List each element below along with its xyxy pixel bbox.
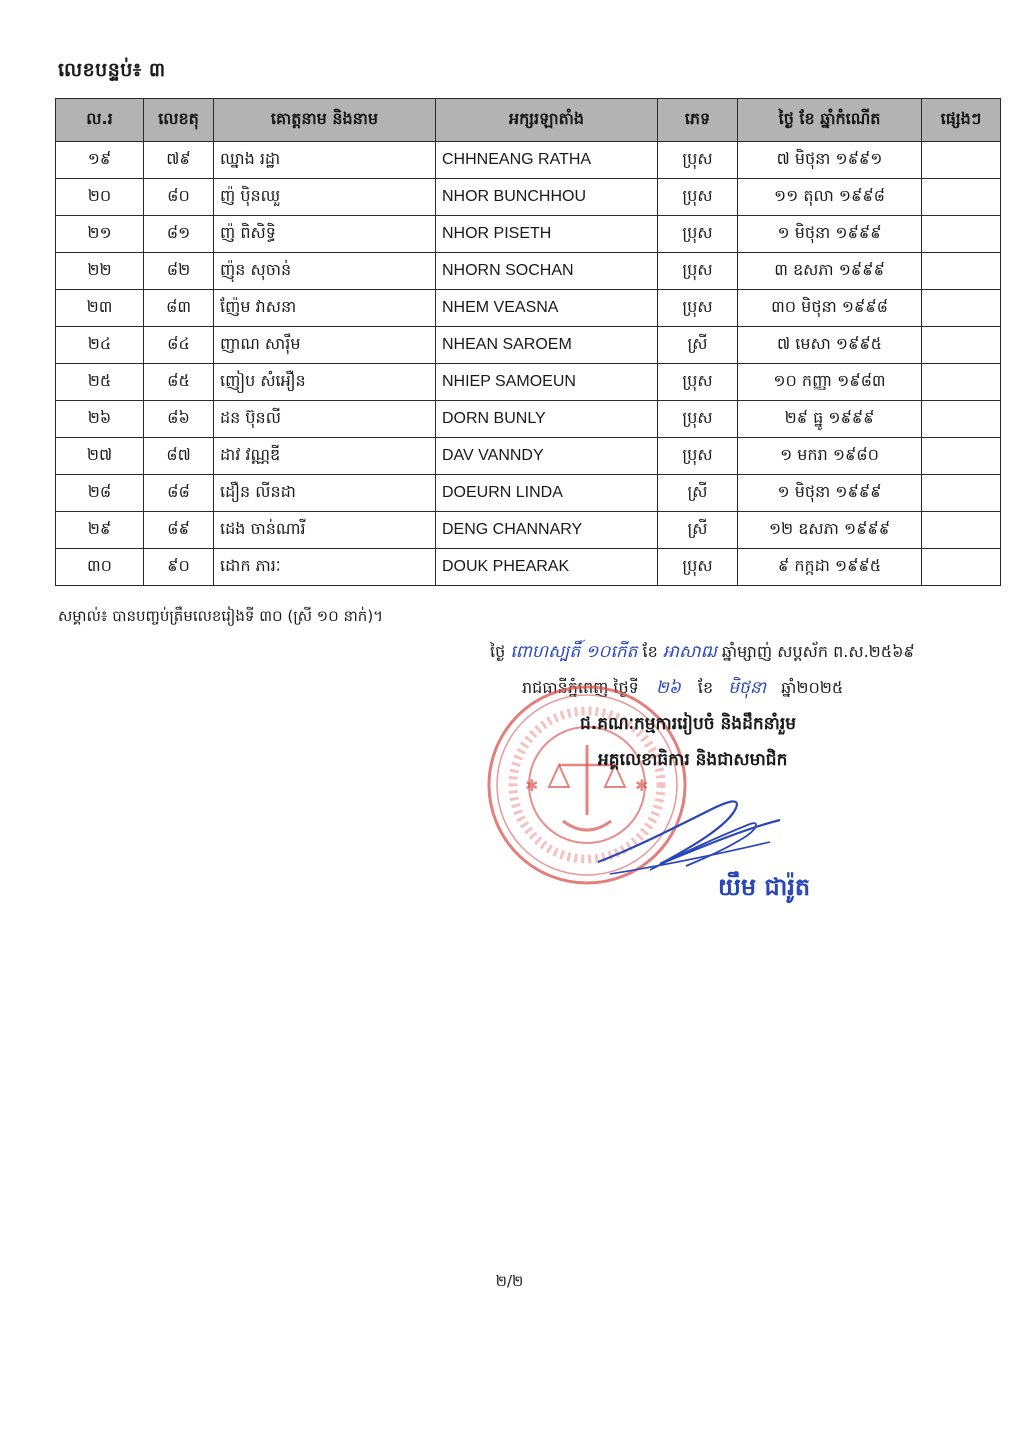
cell-other bbox=[922, 475, 1001, 512]
cell-number: ១៩ bbox=[56, 142, 144, 179]
annex-label: លេខបន្ទប់៖ ៣ bbox=[58, 59, 166, 81]
cell-latin-name: DENG CHANNARY bbox=[436, 512, 658, 549]
table-row bbox=[56, 364, 1001, 401]
table-row bbox=[56, 179, 1001, 216]
cell-latin-name: NHOR BUNCHHOU bbox=[436, 179, 658, 216]
cell-number: ២៧ bbox=[56, 438, 144, 475]
signer-name: យឹម ជារ៉ូត bbox=[718, 872, 811, 901]
header-khmer-name: គោត្តនាម និងនាម bbox=[214, 99, 436, 142]
cell-desk: ៨០ bbox=[144, 179, 214, 216]
solar-date-prefix: រាជធានីភ្នំពេញ ថ្ងៃទី bbox=[522, 678, 639, 697]
cell-khmer-name: ដេង ចាន់ណារី bbox=[214, 512, 436, 549]
cell-gender: ស្រី bbox=[658, 475, 738, 512]
lunar-day-handwritten: ពោហស្បតិ៍ ១០កើត bbox=[510, 642, 638, 662]
cell-khmer-name: ដាវ វណ្ណឌី bbox=[214, 438, 436, 475]
lunar-date-line bbox=[490, 641, 915, 666]
cell-birth-date: ១១ តុលា ១៩៩៨ bbox=[738, 179, 922, 216]
table-header-row bbox=[56, 99, 1001, 142]
cell-khmer-name: ញាណ សារ៉ឹម bbox=[214, 327, 436, 364]
cell-other bbox=[922, 438, 1001, 475]
cell-gender: ប្រុស bbox=[658, 253, 738, 290]
cell-desk: ៩០ bbox=[144, 549, 214, 586]
cell-number: ២៩ bbox=[56, 512, 144, 549]
cell-desk: ៨៣ bbox=[144, 290, 214, 327]
cell-desk: ៨៧ bbox=[144, 438, 214, 475]
cell-gender: ប្រុស bbox=[658, 216, 738, 253]
cell-number: ២០ bbox=[56, 179, 144, 216]
cell-desk: ៨៨ bbox=[144, 475, 214, 512]
cell-desk: ៨៤ bbox=[144, 327, 214, 364]
handwritten-signature bbox=[590, 790, 790, 880]
cell-other bbox=[922, 549, 1001, 586]
cell-khmer-name: ដឿន លីនដា bbox=[214, 475, 436, 512]
cell-latin-name: DORN BUNLY bbox=[436, 401, 658, 438]
cell-khmer-name: ញ៉ែម វាសនា bbox=[214, 290, 436, 327]
cell-number: ២២ bbox=[56, 253, 144, 290]
svg-text:✱: ✱ bbox=[635, 776, 649, 795]
lunar-month-handwritten: អាសាឍ bbox=[662, 642, 717, 662]
cell-birth-date: ១២ ឧសភា ១៩៩៩ bbox=[738, 512, 922, 549]
cell-gender: ប្រុស bbox=[658, 364, 738, 401]
header-latin-name: អក្សរឡាតាំង bbox=[436, 99, 658, 142]
candidate-table bbox=[55, 98, 1001, 586]
page-number: ២/២ bbox=[495, 1272, 524, 1290]
cell-number: ២៣ bbox=[56, 290, 144, 327]
lunar-date-suffix: ឆ្នាំម្សាញ់ សប្តស័ក ព.ស.២៥៦៩ bbox=[721, 642, 915, 661]
cell-desk: ៧៩ bbox=[144, 142, 214, 179]
cell-desk: ៨៦ bbox=[144, 401, 214, 438]
table-row bbox=[56, 253, 1001, 290]
cell-birth-date: ១ មិថុនា ១៩៩៩ bbox=[738, 475, 922, 512]
cell-other bbox=[922, 216, 1001, 253]
cell-birth-date: ៣ ឧសភា ១៩៩៩ bbox=[738, 253, 922, 290]
cell-gender: ប្រុស bbox=[658, 549, 738, 586]
cell-number: ២៥ bbox=[56, 364, 144, 401]
cell-birth-date: ១០ កញ្ញា ១៩៨៣ bbox=[738, 364, 922, 401]
cell-desk: ៨២ bbox=[144, 253, 214, 290]
cell-gender: ប្រុស bbox=[658, 438, 738, 475]
cell-birth-date: ៣០ មិថុនា ១៩៩៨ bbox=[738, 290, 922, 327]
cell-other bbox=[922, 401, 1001, 438]
cell-gender: ប្រុស bbox=[658, 179, 738, 216]
cell-birth-date: ៩ កក្កដា ១៩៩៥ bbox=[738, 549, 922, 586]
cell-number: ៣០ bbox=[56, 549, 144, 586]
cell-khmer-name: ញ៉ ពិសិទ្ធិ bbox=[214, 216, 436, 253]
header-gender: ភេទ bbox=[658, 99, 738, 142]
lunar-date-prefix: ថ្ងៃ bbox=[490, 642, 506, 661]
cell-latin-name: DOEURN LINDA bbox=[436, 475, 658, 512]
cell-khmer-name: ដោក ភារៈ bbox=[214, 549, 436, 586]
table-row bbox=[56, 327, 1001, 364]
cell-gender: ស្រី bbox=[658, 327, 738, 364]
cell-latin-name: NHIEP SAMOEUN bbox=[436, 364, 658, 401]
table-row bbox=[56, 475, 1001, 512]
cell-khmer-name: ញៀប សំអឿន bbox=[214, 364, 436, 401]
solar-month-label: ខែ bbox=[697, 678, 714, 697]
lunar-month-label: ខែ bbox=[642, 642, 658, 661]
header-other: ផ្សេងៗ bbox=[922, 99, 1001, 142]
cell-number: ២៦ bbox=[56, 401, 144, 438]
cell-number: ២១ bbox=[56, 216, 144, 253]
header-desk: លេខតុ bbox=[144, 99, 214, 142]
solar-month-handwritten: មិថុនា bbox=[728, 678, 767, 698]
cell-khmer-name: ដន ប៊ុនលី bbox=[214, 401, 436, 438]
table-row bbox=[56, 512, 1001, 549]
cell-latin-name: NHOR PISETH bbox=[436, 216, 658, 253]
cell-other bbox=[922, 512, 1001, 549]
header-birth-date: ថ្ងៃ ខែ ឆ្នាំកំណើត bbox=[738, 99, 922, 142]
cell-birth-date: ២៩ ធ្នូ ១៩៩៩ bbox=[738, 401, 922, 438]
svg-text:✱: ✱ bbox=[525, 776, 539, 795]
cell-number: ២៤ bbox=[56, 327, 144, 364]
table-row bbox=[56, 401, 1001, 438]
cell-other bbox=[922, 327, 1001, 364]
solar-year: ឆ្នាំ២០២៥ bbox=[781, 678, 844, 697]
cell-gender: ស្រី bbox=[658, 512, 738, 549]
cell-desk: ៨៥ bbox=[144, 364, 214, 401]
table-row bbox=[56, 438, 1001, 475]
table-row bbox=[56, 142, 1001, 179]
header-number: ល.រ bbox=[56, 99, 144, 142]
note: សម្គាល់៖ បានបញ្ចប់ត្រឹមលេខរៀងទី ៣០ (ស្រី ១០ នាក់)។ bbox=[58, 607, 384, 625]
solar-day-handwritten: ២៦ bbox=[655, 678, 681, 698]
cell-latin-name: NHEM VEASNA bbox=[436, 290, 658, 327]
cell-other bbox=[922, 364, 1001, 401]
table-row bbox=[56, 549, 1001, 586]
cell-gender: ប្រុស bbox=[658, 142, 738, 179]
cell-gender: ប្រុស bbox=[658, 401, 738, 438]
cell-desk: ៨១ bbox=[144, 216, 214, 253]
cell-number: ២៨ bbox=[56, 475, 144, 512]
cell-other bbox=[922, 290, 1001, 327]
cell-birth-date: ១ មករា ១៩៨០ bbox=[738, 438, 922, 475]
cell-khmer-name: ឈ្នាង រដ្ឋា bbox=[214, 142, 436, 179]
cell-birth-date: ១ មិថុនា ១៩៩៩ bbox=[738, 216, 922, 253]
cell-other bbox=[922, 142, 1001, 179]
table-row bbox=[56, 216, 1001, 253]
cell-khmer-name: ញ៉ុន សុចាន់ bbox=[214, 253, 436, 290]
table-row bbox=[56, 290, 1001, 327]
cell-birth-date: ៧ មិថុនា ១៩៩១ bbox=[738, 142, 922, 179]
authority-line-1: ជ.គណៈកម្មការរៀបចំ និងដឹកនាំរួម bbox=[580, 714, 797, 734]
cell-latin-name: DAV VANNDY bbox=[436, 438, 658, 475]
cell-latin-name: NHEAN SAROEM bbox=[436, 327, 658, 364]
cell-khmer-name: ញ៉ បុិនឈួ bbox=[214, 179, 436, 216]
cell-other bbox=[922, 253, 1001, 290]
cell-latin-name: NHORN SOCHAN bbox=[436, 253, 658, 290]
cell-other bbox=[922, 179, 1001, 216]
cell-gender: ប្រុស bbox=[658, 290, 738, 327]
cell-latin-name: DOUK PHEARAK bbox=[436, 549, 658, 586]
cell-latin-name: CHHNEANG RATHA bbox=[436, 142, 658, 179]
cell-birth-date: ៧ មេសា ១៩៩៥ bbox=[738, 327, 922, 364]
authority-line-2: អគ្គលេខាធិការ និងជាសមាជិក bbox=[598, 750, 788, 770]
cell-desk: ៨៩ bbox=[144, 512, 214, 549]
